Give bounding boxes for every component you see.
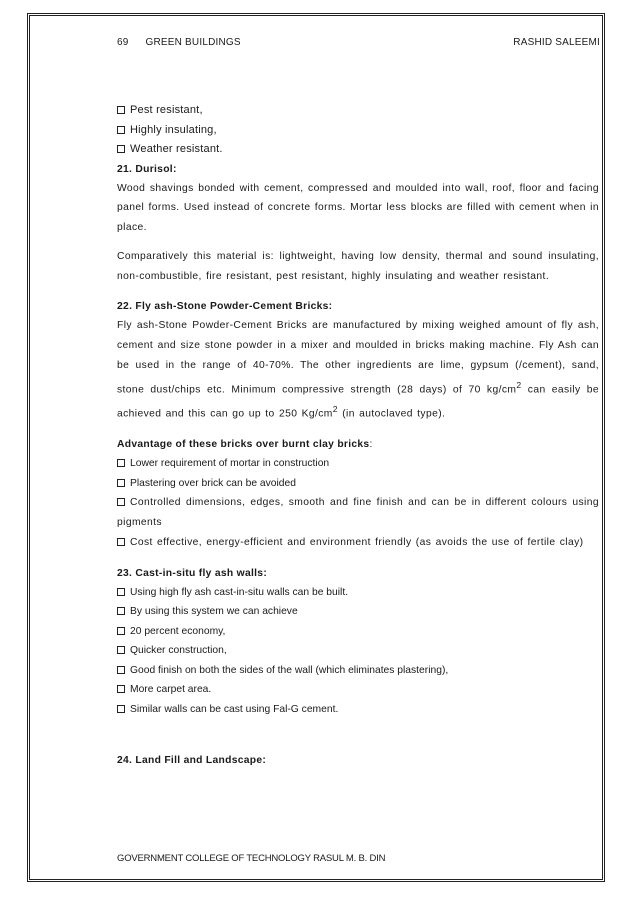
checkbox-icon [117,607,125,615]
list-item: Pest resistant, [117,101,599,121]
section-heading-flyash-bricks: 22. Fly ash-Stone Powder-Cement Bricks: [117,301,333,313]
list-item: Cost effective, energy-efficient and environment friendly (as avoids the use of fertile clay) [117,533,599,553]
checkbox-icon [117,106,125,114]
list-item: Controlled dimensions, edges, smooth and fine finish and can be in different colours using pigments [117,497,599,529]
list-item: Weather resistant. [117,140,599,160]
checkbox-icon [117,126,125,134]
checkbox-icon [117,705,125,713]
page-header [117,37,600,48]
paragraph: Comparatively this material is: lightweight, having low density, thermal and sound insulating, non-combustible, fire resistant, pest resistant, highly insulating and weather resistant. [117,250,599,282]
list-item: Quicker construction, [117,641,599,661]
checkbox-icon [117,666,125,674]
paragraph: Fly ash-Stone Powder-Cement Bricks are manufactured by mixing weighed amount of fly ash, cement and size stone powder in a mixer and moulded in bricks making machine. Fly Ash can be used in the range of 40-70%. The other ingredients are lime, gypsum (/cement), sand, stone dust/chips etc. Minimum compressive strength (28 days) of 70 $kg/cm^2$ can easily be achieved and this can go up to 250 $Kg/cm^2$ (in autoclaved type). [117,320,599,420]
paragraph: Wood shavings bonded with cement, compressed and moulded into wall, roof, floor and facing panel forms. Used instead of concrete forms. Mortar less blocks are filled with cement when in place. [117,182,599,234]
section-heading-advantages: Advantage of these bricks over burnt clay bricks: [117,439,373,451]
checkbox-icon [117,646,125,654]
checkbox-icon [117,479,125,487]
list-item: 20 percent economy, [117,622,599,642]
section-heading-durisol: 21. Durisol: [117,163,177,175]
checkbox-icon [117,145,125,153]
section-heading-landfill: 24. Land Fill and Landscape: [117,755,267,767]
header-left [117,37,241,48]
checkbox-icon [117,685,125,693]
checkbox-icon [117,627,125,635]
section-heading-cast-in-situ: 23. Cast-in-situ fly ash walls: [117,567,268,579]
page-number: 69 [117,37,129,48]
list-item: Similar walls can be cast using Fal-G cement. [117,700,599,720]
list-item: Lower requirement of mortar in construction [117,454,599,474]
checkbox-icon [117,588,125,596]
checkbox-icon [117,498,125,506]
list-item: Good finish on both the sides of the wall (which eliminates plastering), [117,661,599,681]
list-item: Plastering over brick can be avoided [117,474,599,494]
page-footer: GOVERNMENT COLLEGE OF TECHNOLOGY RASUL M. B. DIN [117,853,386,864]
section-title: GREEN BUILDINGS [145,37,241,48]
list-item: More carpet area. [117,680,599,700]
list-item: By using this system we can achieve [117,602,599,622]
page-content [117,101,599,770]
checkbox-icon [117,538,125,546]
checkbox-icon [117,459,125,467]
list-item: Using high fly ash cast-in-situ walls can be built. [117,583,599,603]
author-name: RASHID SALEEMI [513,37,600,48]
list-item: Highly insulating, [117,121,599,141]
